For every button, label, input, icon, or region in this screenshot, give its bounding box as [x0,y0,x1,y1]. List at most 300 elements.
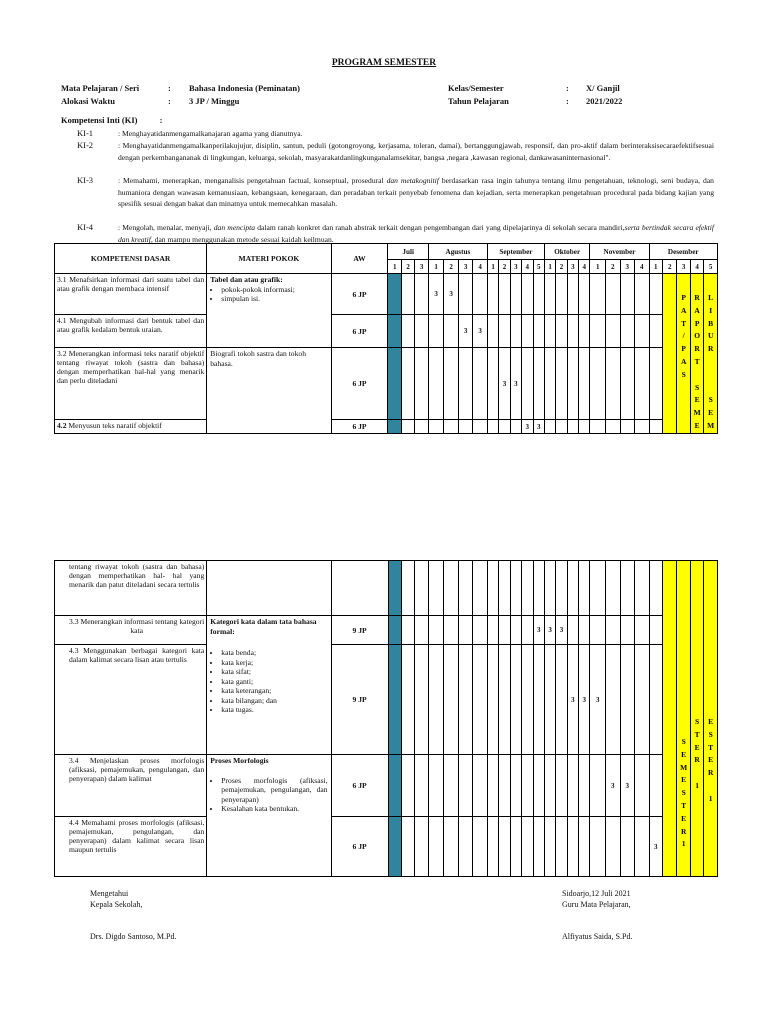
aw-cell: 6 JP [331,315,388,348]
week-cell [556,315,567,348]
week-cell [620,274,635,315]
list-item: • Proses morfologis (afiksasi, pemajemukan, pengulangan, dan penyerapan) [221,776,327,805]
exam-letter: A [694,305,700,315]
list-item: • kata kerja; [221,658,327,668]
week-cell [635,645,650,755]
week-cell [444,315,459,348]
week-number: 3 [567,260,578,274]
week-cell [606,315,621,348]
week-cell [487,645,498,755]
week-cell [473,817,488,877]
week-cell: 3 [649,817,662,877]
kd-row: 4.2 Menyusun teks naratif objektif [55,420,207,434]
mapel-label: Mata Pelajaran / Seri [61,83,140,93]
week-cell [487,616,498,645]
exam-column-vert2 [690,561,703,877]
week-cell [620,348,635,420]
week-cell: 3 [567,645,578,755]
week-number: 5 [704,260,718,274]
exam-letter: 1 [708,793,713,803]
exam-column-vert3 [704,274,718,434]
header-materi: MATERI POKOK [207,244,331,274]
list-item: • pokok-pokok informasi; [221,285,327,295]
week-cell [590,315,606,348]
list-item: • Kesalahan kata bentukan. [221,804,327,814]
exam-letter: M [680,762,688,772]
week-cell [510,420,521,434]
week-cell [567,348,578,420]
week-cell [458,616,473,645]
week-cell [428,616,444,645]
exam-letter: S [695,717,700,726]
exam-letter: S [681,369,686,379]
exam-letter: 1 [681,839,686,849]
exam-letter: P [681,293,686,302]
week-cell [579,348,590,420]
sig-right: Sidoarjo,12 Juli 2021 Guru Mata Pelajaran, [562,889,631,909]
exam-letter: P [694,318,700,328]
week-cell [487,817,498,877]
week-cell [533,315,544,348]
week-cell [402,561,415,616]
week-cell [544,817,555,877]
week-cell [444,755,459,817]
week-cell [444,561,459,616]
week-cell [415,755,428,817]
week-number: 4 [635,260,650,274]
week-cell [556,420,567,434]
week-number: 4 [579,260,590,274]
week-cell [458,755,473,817]
week-cell [579,616,590,645]
materi-empty [207,561,331,616]
exam-letter: E [694,742,700,752]
week-cell [567,420,578,434]
week-cell: 3 [428,274,444,315]
week-cell [649,315,662,348]
week-cell [401,274,414,315]
week-cell: 3 [620,755,635,817]
week-cell [499,274,510,315]
week-cell [620,817,635,877]
exam-letter: I [709,305,713,315]
week-cell [428,755,444,817]
week-cell: 3 [556,616,567,645]
week-cell [458,420,473,434]
week-cell [556,274,567,315]
week-cell: 3 [590,645,606,755]
month-september: September [487,244,544,260]
list-item: • kata bilangan; dan [221,696,327,706]
aw-cell: 6 JP [331,348,388,420]
week-cell [444,348,459,420]
exam-column-vert1 [677,274,690,434]
week-cell [473,348,488,420]
exam-letter [691,369,703,382]
week-cell: 3 [606,755,621,817]
week-cell [649,755,662,817]
header-kd: KOMPETENSI DASAR [55,244,207,274]
week-cell [428,645,444,755]
week-cell [590,616,606,645]
week-cell [649,561,662,616]
exam-letter: E [681,813,687,823]
week-cell [415,348,428,420]
kd-row: 3.4 Menjelaskan proses morfologis (afiksasi, pemajemukan, pengulangan, dan penyerapan) dalam kalimat [55,755,207,817]
week-cell-highlight [388,348,401,420]
week-cell [567,817,578,877]
month-desember: Desember [649,244,718,260]
list-item: • kata ganti; [221,677,327,687]
week-cell [533,755,544,817]
sig-left-name: Drs. Digdo Santoso, M.Pd. [90,932,177,941]
week-cell [522,616,533,645]
exam-letter: S [708,729,713,739]
week-cell [620,561,635,616]
week-cell [522,348,533,420]
week-cell [649,348,662,420]
exam-letter: T [694,729,700,739]
week-cell [635,755,650,817]
week-cell [635,348,650,420]
week-number: 3 [510,260,521,274]
exam-letter: 1 [695,780,699,790]
exam-letter: T [708,742,714,752]
exam-column-vert2 [690,274,703,434]
week-cell: 3 [458,315,473,348]
week-cell [473,274,488,315]
week-cell [402,755,415,817]
kd-row: 4.4 Memahami proses morfologis (afiksasi, pemajemukan, pengulangan, dan penyerapan) dalam kalimat secara lisan maupun tertulis [55,817,207,877]
week-cell [487,420,498,434]
week-number: 1 [428,260,444,274]
week-number: 5 [533,260,544,274]
exam-column-blank [662,561,677,877]
week-cell [533,561,544,616]
exam-letter: E [681,749,687,759]
mapel-sep: : [168,83,171,93]
week-cell [556,817,567,877]
month-juli: Juli [388,244,428,260]
week-number: 1 [487,260,498,274]
week-cell [487,274,498,315]
week-cell [544,561,555,616]
exam-letter: T [681,318,687,328]
week-cell [402,817,415,877]
exam-letter: S [708,395,713,405]
materi-kategori-kata: Kategori kata dalam tata bahasa formal: • kata benda; • kata kerja; • kata sifat; • kata ganti; • kata keterangan; • kata bilangan; dan • kata tugas. [207,616,331,755]
week-cell-highlight [388,817,401,877]
week-cell [620,645,635,755]
exam-letter: S [695,382,700,392]
week-number: 4 [690,260,703,274]
week-cell-highlight [388,561,401,616]
week-cell: 3 [522,420,533,434]
week-cell [606,420,621,434]
week-number: 1 [590,260,606,274]
week-cell-highlight [388,420,401,434]
list-item: • kata sifat; [221,667,327,677]
week-cell [499,420,510,434]
week-cell [649,616,662,645]
week-cell: 3 [533,420,544,434]
materi-biografi: Biografi tokoh sastra dan tokoh bahasa. [207,348,331,434]
week-cell [533,274,544,315]
week-number: 1 [544,260,555,274]
kelas-label: Kelas/Semester [448,83,504,93]
exam-letter: P [681,344,686,354]
header-aw: AW [331,244,388,274]
aw-cell: 9 JP [331,616,388,645]
week-cell: 3 [533,616,544,645]
exam-letter: U [707,331,714,341]
kd-row: 4.3 Menggunakan berbagai kategori kata dalam kalimat secara lisan atau tertulis [55,645,207,755]
week-cell [544,755,555,817]
week-cell [533,645,544,755]
exam-letter: / [682,331,685,341]
week-cell [473,561,488,616]
week-number: 3 [458,260,473,274]
tahun-sep: : [566,96,569,106]
kd-row: 4.1 Mengubah informasi dari bentuk tabel dan atau grafik kedalam bentuk uraian. [55,315,207,348]
exam-letter: O [694,331,701,341]
alokasi-sep: : [168,96,171,106]
week-cell [499,755,510,817]
week-cell [606,616,621,645]
exam-letter: R [707,768,714,778]
week-cell [579,561,590,616]
materi-tabel-grafik: Tabel dan atau grafik: • pokok-pokok informasi; • simpulan isi. [207,274,331,348]
week-cell [510,645,521,755]
exam-letter: E [694,395,700,405]
week-cell [590,755,606,817]
exam-letter: R [694,293,700,302]
week-cell [402,616,415,645]
week-cell [428,420,444,434]
week-cell [487,755,498,817]
week-cell [544,274,555,315]
week-cell [590,561,606,616]
week-cell [544,420,555,434]
week-cell: 3 [473,315,488,348]
exam-letter [704,780,717,793]
week-cell [635,616,650,645]
exam-letter [704,356,717,369]
exam-column-vert1 [677,561,690,877]
week-cell [649,420,662,434]
exam-letter: A [680,356,687,366]
week-cell [533,348,544,420]
exam-letter: E [694,420,700,430]
week-cell [401,348,414,420]
week-cell [579,420,590,434]
kelas-sep: : [566,83,569,93]
aw-cell: 6 JP [331,755,388,817]
week-cell [590,420,606,434]
week-cell [522,561,533,616]
exam-letter: R [707,344,714,354]
week-cell [544,348,555,420]
month-oktober: Oktober [544,244,590,260]
exam-column-blank [662,274,677,434]
ki4-label: KI-4 [77,222,94,232]
exam-letter: E [708,408,714,418]
week-cell [444,817,459,877]
week-cell [499,645,510,755]
week-cell [415,420,428,434]
week-cell [606,645,621,755]
week-number: 3 [677,260,690,274]
materi-morfologis: Proses Morfologis • Proses morfologis (afiksasi, pemajemukan, pengulangan, dan penyerapan) • Kesalahan kata bentukan. [207,755,331,877]
list-item: • kata benda; [221,648,327,658]
week-cell [444,420,459,434]
week-cell [415,561,428,616]
aw-cell: 6 JP [331,274,388,315]
week-number: 3 [415,260,428,274]
week-cell [415,817,428,877]
week-cell [606,274,621,315]
aw-cell [331,561,388,616]
exam-column-vert3 [704,561,718,877]
week-cell [473,755,488,817]
kd-row: 3.2 Menerangkan informasi teks naratif objektif tentang riwayat tokoh (sastra dan bahasa) dengan memperhatikan hal-hal yang menarik dan perlu diteladani [55,348,207,420]
week-cell [649,645,662,755]
week-cell [635,561,650,616]
exam-letter: R [694,344,700,354]
week-cell [458,274,473,315]
week-cell [567,755,578,817]
exam-letter [704,369,717,382]
sig-right-name: Alfiyatus Saida, S.Pd. [562,932,633,941]
week-cell [415,616,428,645]
week-number: 2 [662,260,677,274]
week-cell [579,817,590,877]
week-cell [544,315,555,348]
week-number: 2 [556,260,567,274]
week-cell [458,817,473,877]
week-cell [487,315,498,348]
ki-heading: Kompetensi Inti (KI) : [61,115,163,125]
tahun-label: Tahun Pelajaran [448,96,509,106]
week-cell [499,616,510,645]
week-cell [415,274,428,315]
week-cell [444,616,459,645]
kelas-value: X/ Ganjil [586,83,620,93]
exam-letter: M [707,420,715,430]
ki3-text: : Memahami, menerapkan, menganalisis pengetahuan factual, konseptual, prosedural dan metakognitif berdasarkan rasa ingin tahunya tentang ilmu pengetahuan, teknologi, seni budaya, dan humaniora dengan wawasan kemanusiaan, kebangsaan, kenegaraan, dan peradaban terkait penyebab fenomena dan kejadian, serta menerapkan pengetahuan procedural pada bidang kajian yang spesifik sesuai dengan bakat dan minatnya untuk memecahkan masalah. [118,176,714,209]
list-item: • kata tugas. [221,705,327,715]
aw-cell: 6 JP [331,817,388,877]
week-number: 4 [522,260,533,274]
exam-letter: R [680,826,687,836]
week-cell [510,817,521,877]
week-cell: 3 [544,616,555,645]
week-cell [567,315,578,348]
week-number: 3 [620,260,635,274]
week-cell [522,274,533,315]
week-cell [567,616,578,645]
alokasi-label: Alokasi Waktu [61,96,115,106]
week-number: 2 [606,260,621,274]
exam-letter: T [694,356,700,366]
week-cell [415,645,428,755]
week-cell-highlight [388,274,401,315]
week-cell [556,561,567,616]
week-cell [649,274,662,315]
exam-letter: E [708,717,714,726]
week-cell [473,420,488,434]
week-number: 2 [444,260,459,274]
ki3-label: KI-3 [77,175,94,185]
week-cell [510,315,521,348]
week-cell [522,755,533,817]
week-cell: 3 [579,645,590,755]
month-november: November [590,244,649,260]
week-cell [401,315,414,348]
week-cell [415,315,428,348]
week-cell [458,348,473,420]
kd-row: tentang riwayat tokoh (sastra dan bahasa) dengan memperhatikan hal- hal yang menarik dan patut diteladani secara tertulis [55,561,207,616]
week-cell [510,274,521,315]
week-cell [533,817,544,877]
week-cell [428,817,444,877]
week-cell [579,315,590,348]
week-cell [458,645,473,755]
week-cell-highlight [388,315,401,348]
week-cell [544,645,555,755]
week-cell-highlight [388,616,401,645]
week-cell [428,561,444,616]
week-cell [620,420,635,434]
exam-letter [704,382,717,395]
week-cell [402,645,415,755]
week-cell [473,616,488,645]
ki2-label: KI-2 [77,140,94,150]
week-cell [579,274,590,315]
week-cell [590,274,606,315]
week-cell [428,315,444,348]
exam-letter: T [681,800,687,810]
week-cell [590,348,606,420]
program-table-1 [54,243,718,434]
week-cell: 3 [510,348,521,420]
week-cell [458,561,473,616]
week-cell [499,315,510,348]
week-cell [635,817,650,877]
kd-row: 3.3 Menerangkan informasi tentang kategori kata [55,616,207,645]
exam-letter: L [708,293,714,302]
tahun-value: 2021/2022 [586,96,623,106]
ki1-label: KI-1 [77,128,94,138]
week-cell [579,755,590,817]
exam-letter: M [693,408,701,418]
week-number: 1 [649,260,662,274]
week-cell [522,645,533,755]
exam-letter: E [681,775,687,785]
week-cell [606,817,621,877]
week-cell [606,348,621,420]
exam-letter [691,767,703,780]
week-cell [620,616,635,645]
page-title: PROGRAM SEMESTER [331,58,437,68]
week-cell-highlight [388,755,401,817]
program-table-2 [54,560,718,877]
week-cell: 3 [444,274,459,315]
exam-letter: S [681,737,686,746]
week-cell [522,315,533,348]
week-number: 2 [499,260,510,274]
week-cell [487,561,498,616]
